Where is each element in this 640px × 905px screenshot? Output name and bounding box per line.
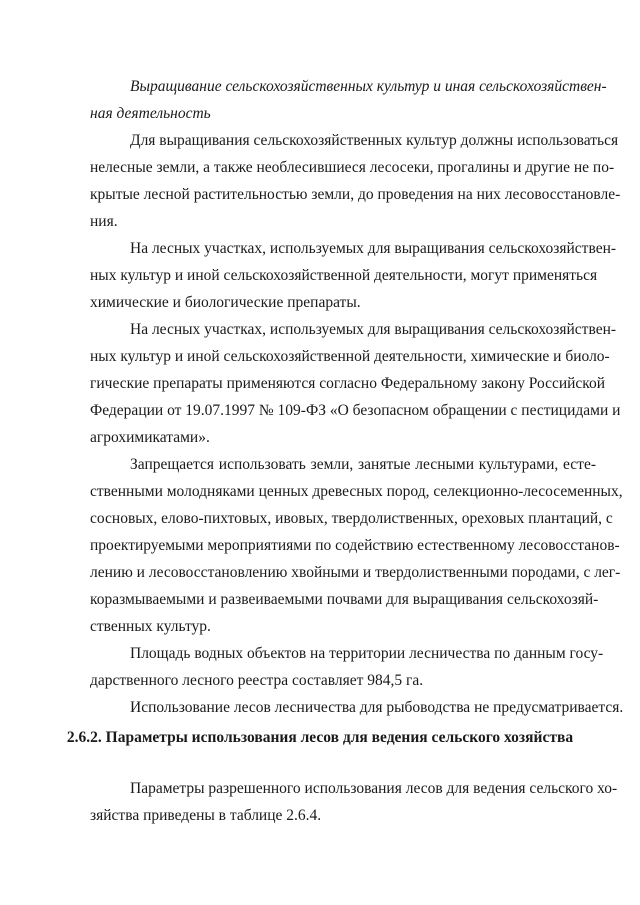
paragraph-fish-farming bbox=[90, 694, 624, 721]
text-line: агрохимикатами». bbox=[90, 429, 210, 446]
text-line: проектируемыми мероприятиями по содействию естественному лесовосстанов- bbox=[90, 537, 620, 554]
text-line: коразмываемыми и развеиваемыми почвами для выращивания сельскохозяй- bbox=[90, 591, 599, 608]
subtitle-line: Выращивание сельскохозяйственных культур и иная сельскохозяйствен- bbox=[130, 78, 607, 95]
section-heading: 2.6.2. Параметры использования лесов для ведения сельского хозяйства bbox=[66, 729, 574, 746]
text-line: ных культур и иной сельскохозяйственной деятельности, могут применяться bbox=[90, 267, 598, 284]
paragraph-federal-law bbox=[90, 316, 621, 451]
body-text bbox=[90, 127, 624, 721]
paragraph-chemical-preparations bbox=[90, 235, 617, 316]
subtitle bbox=[90, 73, 607, 127]
text-line: Параметры разрешенного использования лесов для ведения сельского хо- bbox=[130, 780, 618, 797]
text-line: Для выращивания сельскохозяйственных культур должны использоваться bbox=[130, 132, 619, 149]
text-line: гические препараты применяются согласно Федеральному закону Российской bbox=[90, 375, 606, 392]
text-line: нелесные земли, а также необлесившиеся лесосеки, прогалины и другие не по- bbox=[90, 159, 615, 176]
text-line: ственными молодняками ценных древесных пород, селекционно-лесосеменных, bbox=[90, 483, 623, 500]
text-line: дарственного лесного реестра составляет 984,5 га. bbox=[90, 672, 424, 689]
text-line: Запрещается использовать земли, занятые лесными культурами, есте- bbox=[130, 456, 596, 473]
text-line: Федерации от 19.07.1997 № 109-ФЗ «О безопасном обращении с пестицидами и bbox=[90, 402, 621, 419]
paragraph-prohibited-lands bbox=[90, 451, 623, 640]
text-line: лению и лесовосстановлению хвойными и твердолиственными породами, с лег- bbox=[90, 564, 621, 581]
text-line: На лесных участках, используемых для выращивания сельскохозяйствен- bbox=[130, 240, 617, 257]
text-line: ния. bbox=[90, 213, 118, 230]
text-line: ственных культур. bbox=[90, 618, 211, 635]
text-line: ных культур и иной сельскохозяйственной деятельности, химические и биоло- bbox=[90, 348, 610, 365]
paragraph-water-area bbox=[90, 640, 604, 694]
text-line: Площадь водных объектов на территории лесничества по данным госу- bbox=[130, 645, 604, 662]
text-line: зяйства приведены в таблице 2.6.4. bbox=[90, 807, 322, 824]
text-line: Использование лесов лесничества для рыбоводства не предусматривается. bbox=[130, 699, 624, 716]
text-line: крытые лесной растительностью земли, до проведения на них лесовосстановле- bbox=[90, 186, 621, 203]
paragraph-agricultural-lands bbox=[90, 127, 621, 235]
closing-paragraph bbox=[90, 775, 618, 829]
text-line: На лесных участках, используемых для выращивания сельскохозяйствен- bbox=[130, 321, 617, 338]
text-line: сосновых, елово-пихтовых, ивовых, твердолиственных, ореховых плантаций, с bbox=[90, 510, 613, 527]
text-line: химические и биологические препараты. bbox=[90, 294, 361, 311]
subtitle-line: ная деятельность bbox=[90, 105, 211, 122]
